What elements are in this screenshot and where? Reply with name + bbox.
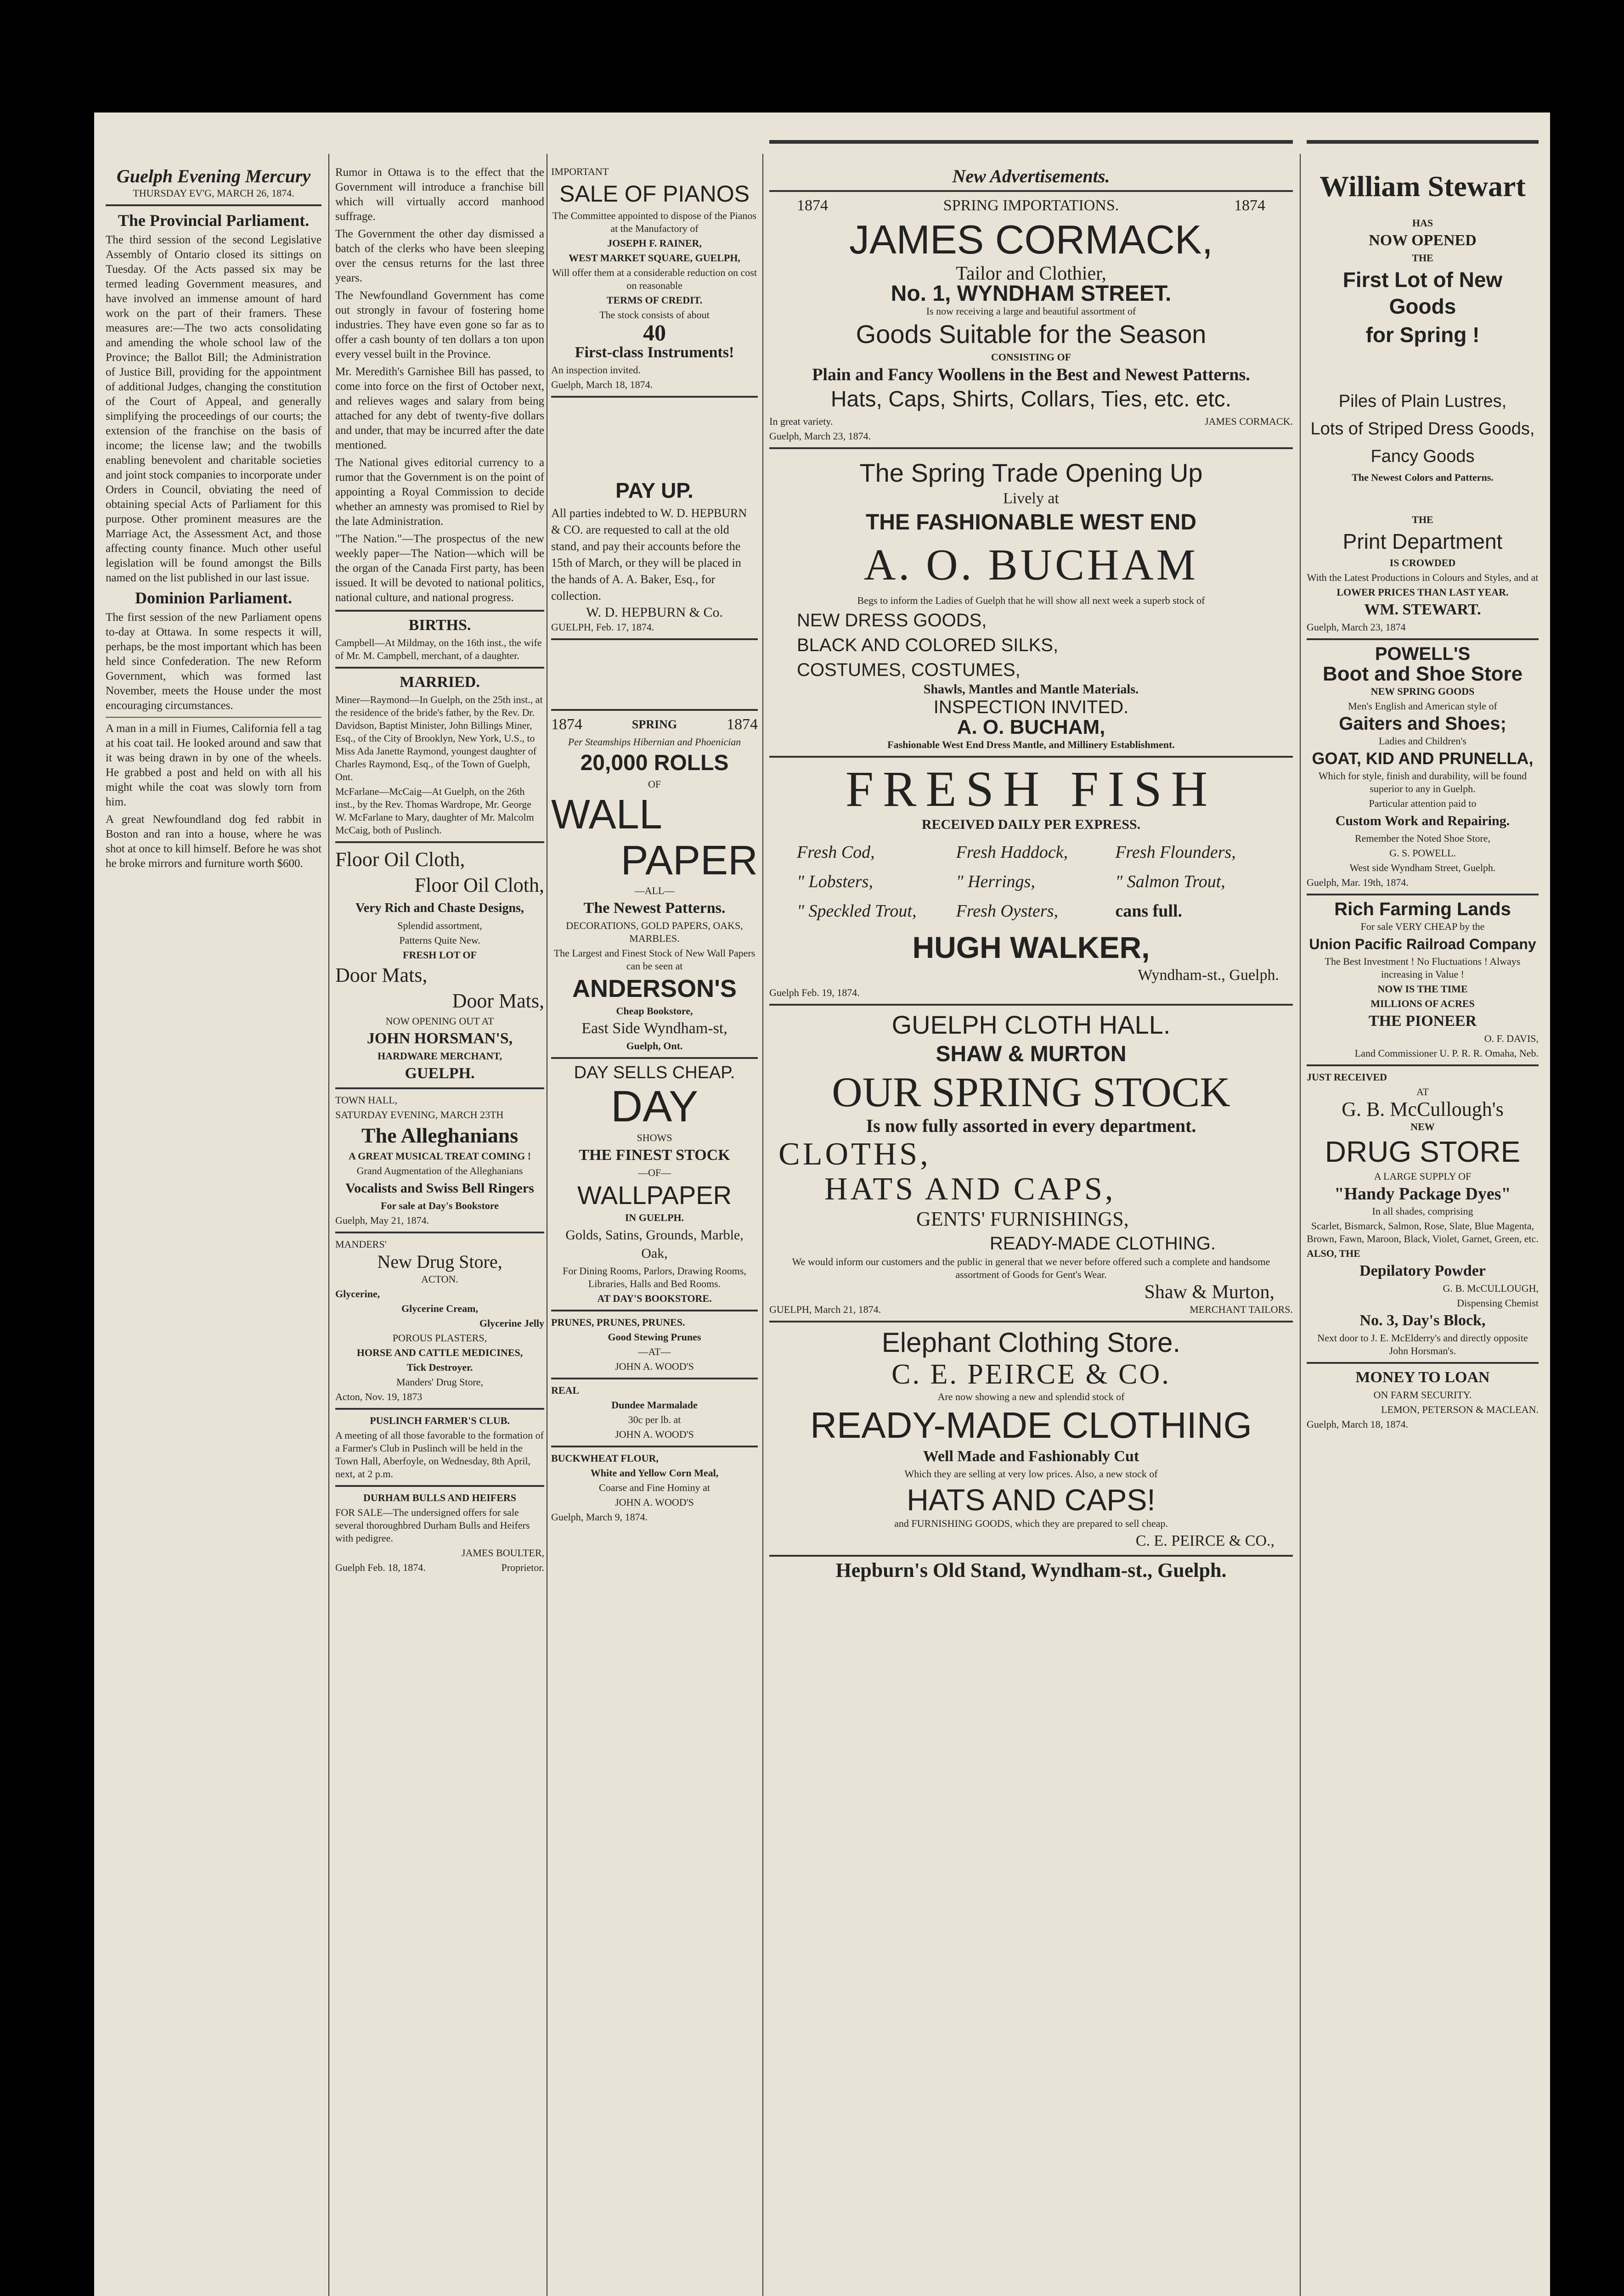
prunes-line: Good Stewing Prunes (608, 1331, 701, 1343)
stewart-line: With the Latest Productions in Colours and Styles, and at (1307, 572, 1539, 583)
mccullough-title: G. B. McCullough's (1342, 1098, 1504, 1120)
peirce-line: and FURNISHING GOODS, which they are prepared to sell cheap. (894, 1518, 1168, 1529)
alleghanians-title: The Alleghanians (361, 1124, 519, 1147)
stewart-title: William Stewart (1320, 170, 1526, 203)
powell-title: POWELL'S (1375, 644, 1471, 664)
powell-title: Boot and Shoe Store (1322, 663, 1523, 685)
bucham-line: THE FASHIONABLE WEST END (865, 510, 1197, 535)
cloth-item: READY-MADE CLOTHING. (990, 1233, 1216, 1254)
oilcloth-line: Splendid assortment, (397, 920, 482, 931)
pianos-line: First-class Instruments! (575, 344, 734, 361)
powell-line: Gaiters and Shoes; (1339, 714, 1506, 734)
wall-season: SPRING (632, 718, 677, 731)
day-line: THE FINEST STOCK (579, 1147, 730, 1164)
wall-line: East Side Wyndham-st, (581, 1020, 727, 1037)
column-right-ads (1307, 165, 1539, 1433)
manders-line: Glycerine Cream, (401, 1303, 478, 1314)
ready-made-title: READY-MADE CLOTHING (810, 1405, 1252, 1446)
farm-line: Union Pacific Railroad Company (1309, 936, 1536, 952)
farm-title: Rich Farming Lands (1334, 899, 1511, 919)
wallpaper-word: WALLPAPER (577, 1181, 732, 1210)
drug-line: Scarlet, Bismarck, Salmon, Rose, Slate, Blue Magenta, Brown, Fawn, Maroon, Black, Violet, Garnet, Green, etc. (1307, 1220, 1539, 1244)
births-heading: BIRTHS. (408, 617, 471, 634)
stewart-line: THE (1412, 514, 1433, 525)
townhall-line: For sale at Day's Bookstore (380, 1200, 499, 1211)
fish-item: Fresh Oysters, (956, 901, 1058, 921)
bucham-item: NEW DRESS GOODS, (797, 610, 987, 630)
day-line: —OF— (637, 1167, 671, 1178)
bucham-item: BLACK AND COLORED SILKS, (797, 635, 1059, 655)
real-title: REAL (551, 1384, 580, 1396)
wall-line: DECORATIONS, GOLD PAPERS, OAKS, MARBLES. (566, 920, 743, 944)
peirce-line: Are now showing a new and splendid stock of (937, 1391, 1125, 1402)
cormack-year: 1874 (1234, 197, 1265, 214)
townhall-line: Grand Augmentation of the Alleghanians (356, 1165, 523, 1176)
headline-dominion-parliament: Dominion Parliament. (135, 589, 292, 607)
oilcloth-title: Floor Oil Cloth, (414, 874, 544, 896)
bucham-line: INSPECTION INVITED. (933, 697, 1129, 717)
drug-store-title: DRUG STORE (1325, 1135, 1521, 1168)
fish-item: Fresh Flounders, (1115, 843, 1236, 862)
oilcloth-line: NOW OPENING OUT AT (385, 1015, 494, 1027)
pianos-line: JOSEPH F. RAINER, (607, 237, 702, 249)
fish-list (769, 833, 1293, 930)
column-new-advertisements (769, 165, 1293, 1581)
peirce-title: C. E. PEIRCE & CO. (891, 1359, 1171, 1390)
day-line: Golds, Satins, Grounds, Marble, Oak, (565, 1227, 744, 1261)
powell-line: Particular attention paid to (1369, 798, 1477, 809)
cormack-line: Plain and Fancy Woollens in the Best and Newest Patterns. (812, 365, 1250, 384)
fish-item: " Salmon Trout, (1115, 872, 1225, 891)
column-rule-3 (762, 154, 763, 2296)
article-paragraph: A man in a mill in Fiumes, California fell a tag at his coat tail. He looked around and saw that it was being drawn in by one of the wheels. He grabbed a post and held on with all his might while the coat was slowly torn from him. (106, 722, 321, 808)
wall-word: WALL (551, 792, 662, 838)
stewart-line: The Newest Colors and Patterns. (1352, 472, 1494, 483)
oilcloth-line: Very Rich and Chaste Designs, (355, 901, 524, 915)
peirce-line: Well Made and Fashionably Cut (923, 1448, 1139, 1465)
cormack-year: 1874 (797, 197, 828, 214)
cloth-line: We would inform our customers and the public in general that we never before offered such a complete and handsome assortment of Goods for Gent's Wear. (792, 1256, 1270, 1280)
wall-year: 1874 (551, 716, 582, 733)
cloth-item: GENTS' FURNISHINGS, (916, 1208, 1129, 1230)
paper-word: PAPER (620, 838, 758, 884)
oilcloth-title: Floor Oil Cloth, (335, 848, 465, 871)
payup-text: All parties indebted to W. D. HEPBURN & CO. are requested to call at the old stand, and pay their accounts before the 15th of March, or they will be placed in the hands of A. A. Baker, Esq., for collection. (551, 506, 747, 602)
hats-caps-title: HATS AND CAPS! (907, 1483, 1156, 1517)
column-rule-1 (328, 154, 329, 2296)
powell-line: Custom Work and Repairing. (1335, 813, 1510, 828)
powell-line: G. S. POWELL. (1389, 847, 1456, 859)
stewart-date: Guelph, March 23, 1874 (1307, 621, 1406, 633)
townhall-line: SATURDAY EVENING, MARCH 23TH (335, 1109, 504, 1120)
pianos-line: WEST MARKET SQUARE, GUELPH, (569, 252, 740, 264)
drug-line: "Handy Package Dyes" (1334, 1184, 1511, 1204)
durham-date: Guelph Feb. 18, 1874. (335, 1562, 426, 1573)
stewart-line: LOWER PRICES THAN LAST YEAR. (1336, 586, 1509, 598)
durham-line: JAMES BOULTER, (461, 1547, 544, 1559)
manders-line: Glycerine Jelly (479, 1317, 544, 1329)
bucham-line: Shawls, Mantles and Mantle Materials. (923, 682, 1139, 697)
buck-line: Coarse and Fine Hominy at (599, 1482, 710, 1493)
townhall-line: Vocalists and Swiss Bell Ringers (345, 1181, 534, 1196)
drug-line: JUST RECEIVED (1307, 1071, 1387, 1083)
wall-line: OF (648, 778, 661, 790)
drug-line: NEW (1410, 1121, 1435, 1132)
bucham-line: Fashionable West End Dress Mantle, and Millinery Establishment. (887, 739, 1175, 750)
farm-line: For sale VERY CHEAP by the (1360, 921, 1485, 932)
top-rule (769, 140, 1293, 144)
oilcloth-line: HARDWARE MERCHANT, (378, 1050, 502, 1062)
stewart-line: HAS (1412, 217, 1433, 229)
article-paragraph: A great Newfoundland dog fed rabbit in Boston and ran into a house, where he was shot at once to kill himself. Before he was shot he broke mirrors and furniture worth $600. (106, 813, 321, 870)
masthead-title: Guelph Evening Mercury (116, 166, 311, 186)
prunes-line: —AT— (638, 1346, 671, 1357)
drug-line: Depilatory Powder (1359, 1262, 1486, 1279)
payup-date: GUELPH, Feb. 17, 1874. (551, 621, 654, 633)
powell-line: Which for style, finish and durability, will be found superior to any in Guelph. (1318, 770, 1527, 794)
stewart-line: IS CROWDED (1389, 557, 1456, 568)
married-text: McFarlane—McCaig—At Guelph, on the 26th inst., by the Rev. Thomas Wardrope, Mr. George W. McFarlane to Mary, daughter of Mr. Malcolm McCaig, both of Puslinch. (335, 786, 534, 836)
day-title: DAY SELLS CHEAP. (574, 1063, 735, 1082)
cormack-line: Is now receiving a large and beautiful assortment of (926, 305, 1136, 317)
news-item: The Newfoundland Government has come out strongly in favour of fostering home industries. They have even gone so far as to offer a cash bounty of ten dollars a ton upon every vessel built in the Province. (335, 289, 544, 360)
fish-line: RECEIVED DAILY PER EXPRESS. (921, 817, 1141, 832)
buck-line: JOHN A. WOOD'S (615, 1497, 694, 1508)
news-item: Mr. Meredith's Garnishee Bill has passed, to come into force on the first of October next, and relieves wages and salary from being attached for any debt of twenty-five dollars and under, that may be incurred after the date mentioned. (335, 366, 544, 451)
doormats-title: Door Mats, (452, 990, 544, 1012)
elephant-title: Elephant Clothing Store. (881, 1327, 1181, 1358)
bucham-title: A. O. BUCHAM (863, 540, 1199, 589)
payup-line: W. D. HEPBURN & Co. (586, 605, 723, 620)
manders-line: Manders' Drug Store, (396, 1376, 484, 1388)
durham-line: Proprietor. (501, 1562, 544, 1573)
manders-title: New Drug Store, (377, 1251, 502, 1272)
money-line: LEMON, PETERSON & MACLEAN. (1381, 1404, 1539, 1415)
puslinch-title: PUSLINCH FARMER'S CLUB. (370, 1415, 510, 1426)
news-item: "The Nation."—The prospectus of the new weekly paper—The Nation—which will be the organ of the Canada First party, has been issued. It will be devoted to national politics, national culture, and national progress. (335, 533, 544, 604)
article-paragraph: The first session of the new Parliament opens to-day at Ottawa. In some respects it will, perhaps, be the most important which has been held since Confederation. The new Reform Government, which was formed last November, meets the House under the most encouraging circumstances. (106, 611, 321, 712)
powell-date: Guelph, Mar. 19th, 1874. (1307, 877, 1409, 888)
manders-line: Glycerine, (335, 1288, 380, 1300)
column-editorial (106, 165, 321, 874)
stewart-line: First Lot of New Goods (1342, 268, 1503, 318)
cloth-hall-title: GUELPH CLOTH HALL. (891, 1010, 1171, 1039)
wall-line: —ALL— (634, 885, 675, 896)
powell-line: Remember the Noted Shoe Store, (1354, 833, 1491, 844)
peirce-line: C. E. PEIRCE & CO., (1135, 1532, 1274, 1549)
drug-line: ALSO, THE (1307, 1248, 1360, 1259)
married-text: Miner—Raymond—In Guelph, on the 25th inst., at the residence of the bride's father, by the Rev. Dr. Davidson, Baptist Minister, John Billings Miner, Esq., of the City of Brooklyn, New York, U.S., to Miss Ada Janette Raymond, youngest daughter of Charles Raymond, Esq., of the Town of Guelph, Ont. (335, 694, 543, 782)
real-line: JOHN A. WOOD'S (615, 1429, 694, 1440)
cormack-line: SPRING IMPORTATIONS. (943, 197, 1119, 214)
money-title: MONEY TO LOAN (1355, 1369, 1490, 1386)
wall-year: 1874 (727, 716, 758, 733)
bucham-line: The Spring Trade Opening Up (859, 458, 1203, 487)
column-news-ads (335, 165, 544, 1576)
fish-line: Wyndham-st., Guelph. (1138, 967, 1279, 984)
headline-provincial-parliament: The Provincial Parliament. (118, 211, 310, 230)
cloth-date: GUELPH, March 21, 1874. (769, 1304, 881, 1315)
stewart-line: WM. STEWART. (1364, 601, 1481, 618)
pianos-line: The stock consists of about (599, 309, 710, 321)
cormack-line: Hats, Caps, Shirts, Collars, Ties, etc. etc. (830, 387, 1232, 411)
money-date: Guelph, March 18, 1874. (1307, 1418, 1409, 1430)
cormack-line: JAMES CORMACK. (1205, 416, 1293, 427)
article-paragraph: The third session of the second Legislative Assembly of Ontario closed its sittings on Tuesday. Of the Acts passed six may be termed leading Government measures, and have involved an immense amount of hard work on the part of their framers. These measures are:—The two acts consolidating and amending the whole school law of the Province; the Ballot Bill; the Administration of Justice Bill, providing for the appointment of additional Judges, changing the constitution of the Court of Appeal, and generally simplifying the proceedings of our courts; the extension of the franchise on the basis of income; the license law; and the twobills enabling benevolent and charitable societies and joint stock companies to incorporate under Orders in Council, obviating the need of obtaining special Acts of Parliament for this purpose. Other prominent measures are the Marriage Act, the Assessment Act, and those affecting county finance. Much other useful legislation will be found amongst the Bills named on the list published in our last issue. (106, 234, 321, 584)
powell-line: Ladies and Children's (1379, 735, 1466, 747)
news-item: Rumor in Ottawa is to the effect that the Government will introduce a franchise bill which will virtually accord manhood suffrage. (335, 166, 544, 223)
cormack-goods: Goods Suitable for the Season (856, 320, 1207, 349)
cormack-date: Guelph, March 23, 1874. (769, 430, 871, 442)
manders-line: ACTON. (421, 1273, 458, 1285)
real-line: 30c per lb. at (628, 1414, 681, 1425)
anderson-title: ANDERSON'S (572, 975, 737, 1002)
fish-item: " Lobsters, (797, 872, 873, 891)
manders-line: Tick Destroyer. (406, 1362, 473, 1373)
pianos-line: An inspection invited. (551, 364, 641, 376)
pianos-line: The Committee appointed to dispose of the Pianos at the Manufactory of (552, 210, 757, 234)
cormack-line: In great variety. (769, 416, 833, 427)
buck-date: Guelph, March 9, 1874. (551, 1511, 648, 1523)
fish-date: Guelph Feb. 19, 1874. (769, 987, 860, 998)
walker-title: HUGH WALKER, (912, 930, 1150, 964)
drug-line: Dispensing Chemist (1457, 1297, 1539, 1309)
oilcloth-line: FRESH LOT OF (403, 949, 477, 961)
buck-title: BUCKWHEAT FLOUR, (551, 1452, 659, 1464)
drug-line: AT (1416, 1086, 1429, 1097)
shaw-murton: SHAW & MURTON (936, 1042, 1127, 1066)
pianos-line: Will offer them at a considerable reduction on cost on reasonable (552, 267, 757, 291)
wall-line: The Largest and Finest Stock of New Wall Papers can be seen at (553, 947, 756, 972)
fish-item: Fresh Cod, (797, 843, 875, 862)
cormack-line: CONSISTING OF (991, 351, 1071, 363)
married-heading: MARRIED. (400, 674, 480, 691)
farm-line: THE PIONEER (1368, 1013, 1477, 1030)
powell-line: West side Wyndham Street, Guelph. (1349, 862, 1496, 873)
oilcloth-line: Patterns Quite New. (399, 934, 480, 946)
wall-line: Cheap Bookstore, (616, 1005, 693, 1017)
powell-line: GOAT, KID AND PRUNELLA, (1312, 749, 1534, 768)
new-ads-heading: New Advertisements. (952, 166, 1110, 186)
day-word: DAY (610, 1082, 699, 1131)
wall-line: Guelph, Ont. (626, 1040, 683, 1052)
townhall-line: A GREAT MUSICAL TREAT COMING ! (348, 1150, 531, 1162)
townhall-line: Guelph, May 21, 1874. (335, 1215, 429, 1226)
buck-line: White and Yellow Corn Meal, (590, 1467, 719, 1479)
wall-rolls: 20,000 ROLLS (580, 751, 729, 775)
print-dept: Print Department (1342, 529, 1503, 553)
durham-text: FOR SALE—The undersigned offers for sale several thoroughbred Durham Bulls and Heifers with pedigree. (335, 1507, 530, 1544)
stewart-line: THE (1412, 252, 1433, 264)
stewart-line: for Spring ! (1365, 323, 1480, 347)
wall-line: Per Steamships Hibernian and Phoenician (568, 736, 741, 748)
stewart-line: NOW OPENED (1369, 232, 1477, 249)
farm-line: Land Commissioner U. P. R. R. Omaha, Neb. (1354, 1047, 1539, 1059)
farm-line: The Best Investment ! No Fluctuations ! Always increasing in Value ! (1325, 956, 1521, 980)
day-line: IN GUELPH. (625, 1212, 684, 1223)
fish-item: " Herrings, (956, 872, 1035, 891)
powell-line: Men's English and American style of (1348, 700, 1497, 712)
masthead-dateline: THURSDAY EV'G, MARCH 26, 1874. (133, 187, 294, 199)
births-text: Campbell—At Mildmay, on the 16th inst., the wife of Mr. M. Campbell, merchant, of a daughter. (335, 637, 542, 661)
cormack-line: No. 1, WYNDHAM STREET. (891, 281, 1172, 306)
news-item: The National gives editorial currency to a rumor that the Government is on the point of appointing a Royal Commission to decide whether an amnesty was promised to Riel by the late Administration. (335, 456, 544, 528)
day-line: AT DAY'S BOOKSTORE. (597, 1293, 712, 1304)
stewart-line: Piles of Plain Lustres, (1338, 392, 1507, 411)
fresh-fish-title: FRESH FISH (845, 761, 1217, 817)
prunes-title: PRUNES, PRUNES, PRUNES. (551, 1317, 685, 1328)
bucham-line: A. O. BUCHAM, (957, 716, 1105, 738)
payup-title: PAY UP. (615, 478, 694, 502)
drug-line: Next door to J. E. McElderry's and directly opposite John Horsman's. (1317, 1332, 1528, 1356)
newspaper-page (94, 113, 1550, 2296)
cloth-line: Shaw & Murton, (1144, 1282, 1274, 1303)
fish-item: cans full. (1115, 901, 1183, 921)
farm-line: MILLIONS OF ACRES (1370, 998, 1475, 1009)
fish-item: Fresh Haddock, (956, 843, 1068, 862)
column-local-ads (551, 165, 758, 1525)
real-line: Dundee Marmalade (611, 1399, 698, 1411)
wall-line: The Newest Patterns. (583, 900, 726, 917)
stewart-line: Fancy Goods (1370, 447, 1475, 466)
fish-item: " Speckled Trout, (797, 901, 917, 921)
drug-line: A LARGE SUPPLY OF (1374, 1171, 1472, 1182)
day-line: For Dining Rooms, Parlors, Drawing Rooms, Libraries, Halls and Bed Rooms. (563, 1265, 746, 1289)
news-item: The Government the other day dismissed a batch of the clerks who have been sleeping over the census returns for the last three years. (335, 228, 544, 284)
prunes-line: JOHN A. WOOD'S (615, 1361, 694, 1372)
peirce-address: Hepburn's Old Stand, Wyndham-st., Guelph. (835, 1559, 1227, 1581)
bucham-item: COSTUMES, COSTUMES, (797, 660, 1021, 680)
manders-line: POROUS PLASTERS, (392, 1332, 487, 1344)
cloth-line: Is now fully assorted in every department. (866, 1115, 1196, 1136)
day-line: SHOWS (637, 1132, 672, 1143)
stewart-line: Lots of Striped Dress Goods, (1310, 419, 1535, 439)
column-rule-4 (1300, 154, 1301, 2296)
bucham-line: Begs to inform the Ladies of Guelph that he will show all next week a superb stock of (857, 595, 1205, 606)
pianos-count: 40 (643, 320, 666, 345)
farm-line: NOW IS THE TIME (1377, 983, 1468, 995)
bucham-line: Lively at (1003, 490, 1059, 507)
townhall-line: TOWN HALL, (335, 1094, 398, 1106)
manders-line: HORSE AND CATTLE MEDICINES, (356, 1347, 523, 1358)
drug-line: No. 3, Day's Block, (1359, 1312, 1486, 1329)
drug-line: G. B. McCULLOUGH, (1443, 1283, 1539, 1294)
farm-line: O. F. DAVIS, (1484, 1033, 1539, 1044)
pianos-line: TERMS OF CREDIT. (606, 294, 703, 306)
puslinch-text: A meeting of all those favorable to the formation of a Farmer's Club in Puslinch will be held in the Town Hall, Aberfoyle, on Wednesday, 8th April, next, at 2 p.m. (335, 1429, 544, 1480)
pianos-date: Guelph, March 18, 1874. (551, 379, 653, 390)
powell-line: NEW SPRING GOODS (1370, 686, 1475, 697)
durham-title: DURHAM BULLS AND HEIFERS (363, 1492, 517, 1503)
drug-line: In all shades, comprising (1372, 1205, 1473, 1217)
cloth-item: CLOTHS, (778, 1137, 931, 1172)
peirce-line: Which they are selling at very low prices. Also, a new stock of (904, 1468, 1158, 1480)
spring-stock-title: OUR SPRING STOCK (832, 1069, 1230, 1115)
cormack-line: Tailor and Clothier, (956, 263, 1106, 284)
cloth-item: HATS AND CAPS, (824, 1171, 1116, 1207)
manders-line: Acton, Nov. 19, 1873 (335, 1391, 423, 1402)
pianos-title: SALE OF PIANOS (559, 181, 750, 207)
pianos-line: IMPORTANT (551, 166, 609, 177)
top-rule-right (1307, 140, 1539, 144)
cloth-line: MERCHANT TAILORS. (1190, 1304, 1293, 1315)
doormats-title: Door Mats, (335, 964, 428, 986)
money-line: ON FARM SECURITY. (1373, 1389, 1472, 1401)
cormack-title: JAMES CORMACK, (849, 217, 1213, 262)
horsman-name: JOHN HORSMAN'S, (367, 1030, 513, 1047)
oilcloth-line: GUELPH. (405, 1065, 475, 1082)
manders-line: MANDERS' (335, 1238, 387, 1250)
